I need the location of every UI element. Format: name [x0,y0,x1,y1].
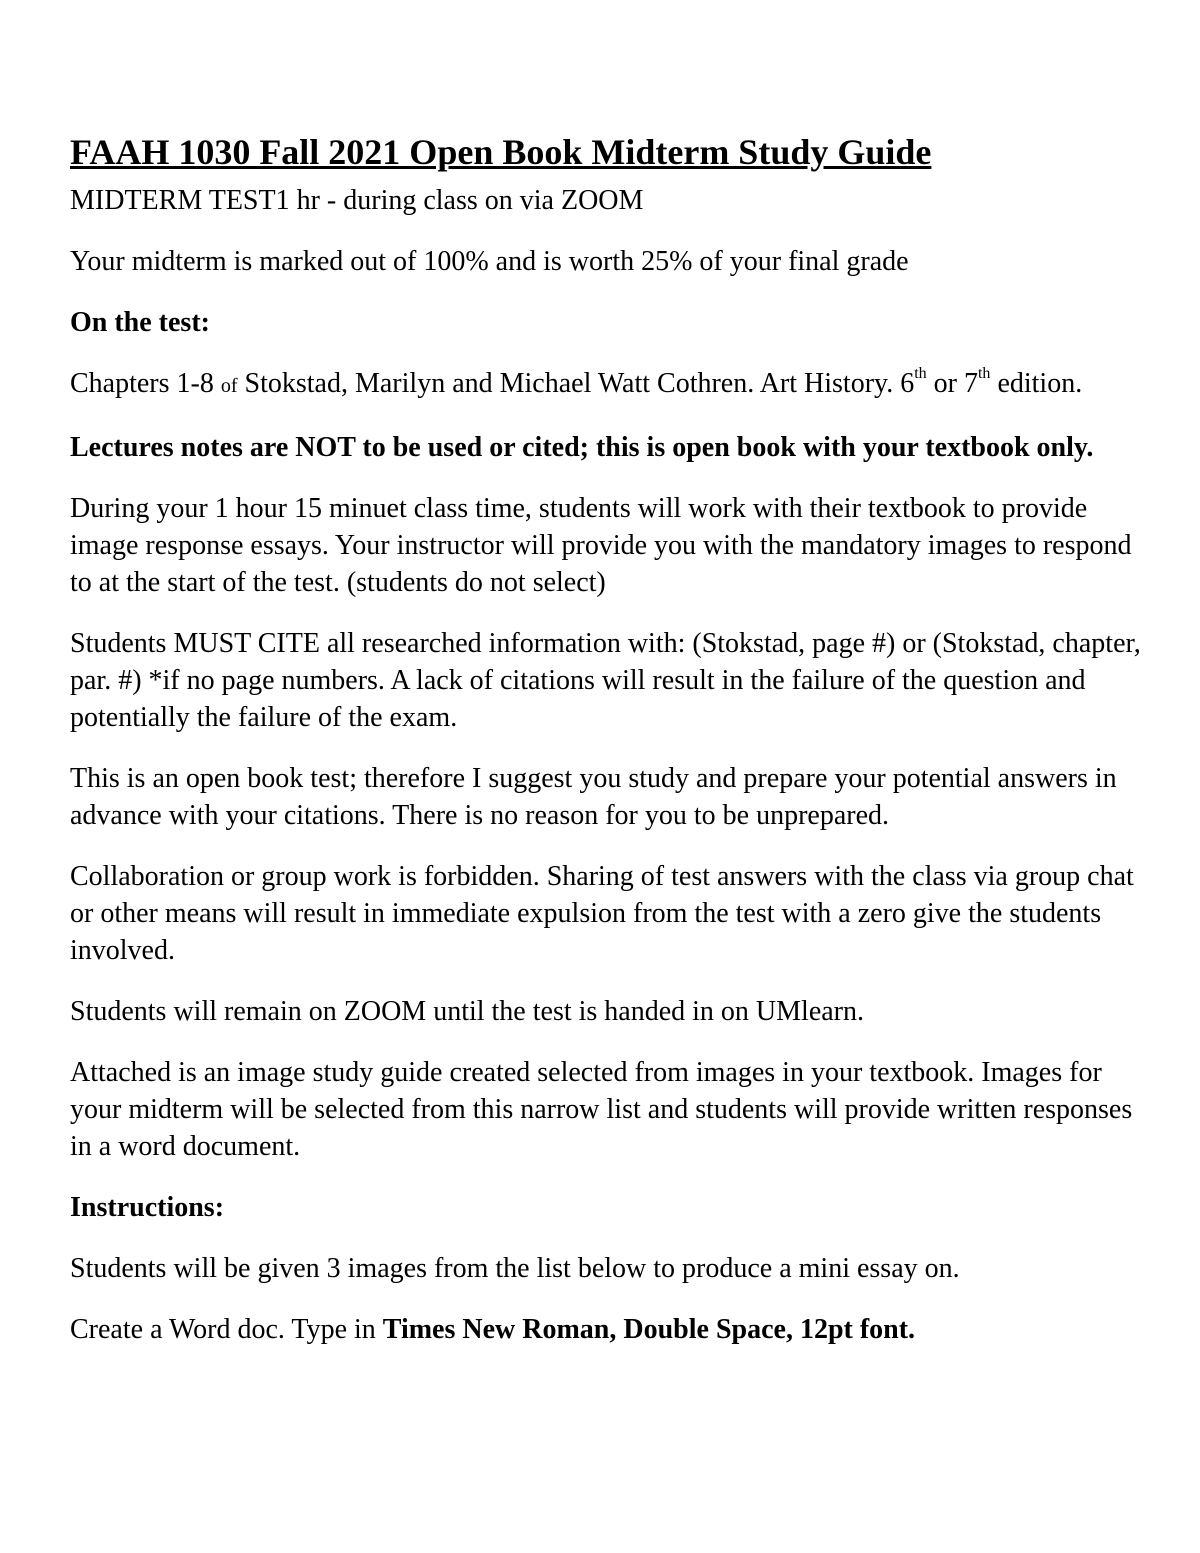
chapters-text-4: edition. [990,368,1083,399]
grade-info: Your midterm is marked out of 100% and is worth 25% of your final grade [70,246,909,277]
midterm-info: MIDTERM TEST1 hr - during class on via ZOOM [70,185,644,216]
zoom-paragraph: Students will remain on ZOOM until the test is handed in on UMlearn. [70,996,865,1027]
chapters-of: of [220,375,238,397]
citation-paragraph: Students MUST CITE all researched information with: (Stokstad, page #) or (Stokstad, chapter, par. #) *if no page numbers. A lack of citations will result in the failure of the question and potentially the failure of the exam. [70,628,1141,733]
word-doc-text: Create a Word doc. Type in [70,1314,383,1345]
chapters-text-1: Chapters 1-8 [70,368,221,399]
class-time-paragraph: During your 1 hour 15 minuet class time, students will work with their textbook to provide image response essays. Your instructor will provide you with the mandatory images to respond to at the start of the test. (students do not select) [70,493,1132,598]
collaboration-paragraph: Collaboration or group work is forbidden. Sharing of test answers with the class via group chat or other means will result in immediate expulsion from the test with a zero give the students involved. [70,861,1134,966]
lectures-warning: Lectures notes are NOT to be used or cited; this is open book with your textbook only. [70,432,1094,463]
document-page [70,128,1150,1372]
instructions-heading: Instructions: [70,1192,225,1223]
images-given-paragraph: Students will be given 3 images from the list below to produce a mini essay on. [70,1253,960,1284]
chapters-text-2: Stokstad, Marilyn and Michael Watt Cothren. Art History. 6 [237,368,915,399]
page-title: FAAH 1030 Fall 2021 Open Book Midterm Study Guide [70,132,932,172]
word-doc-paragraph [70,1311,1150,1348]
chapters-text-3: or 7 [926,368,978,399]
on-the-test-heading: On the test: [70,307,210,338]
open-book-paragraph: This is an open book test; therefore I suggest you study and prepare your potential answers in advance with your citations. There is no reason for you to be unprepared. [70,763,1117,831]
word-doc-format: Times New Roman, Double Space, 12pt font. [382,1314,916,1345]
attached-guide-paragraph: Attached is an image study guide created selected from images in your textbook. Images for your midterm will be selected from this narrow list and students will provide written responses in a word document. [70,1057,1133,1162]
chapters-paragraph [70,365,1150,405]
chapters-sup-2: th [977,365,991,382]
chapters-sup-1: th [914,365,927,382]
